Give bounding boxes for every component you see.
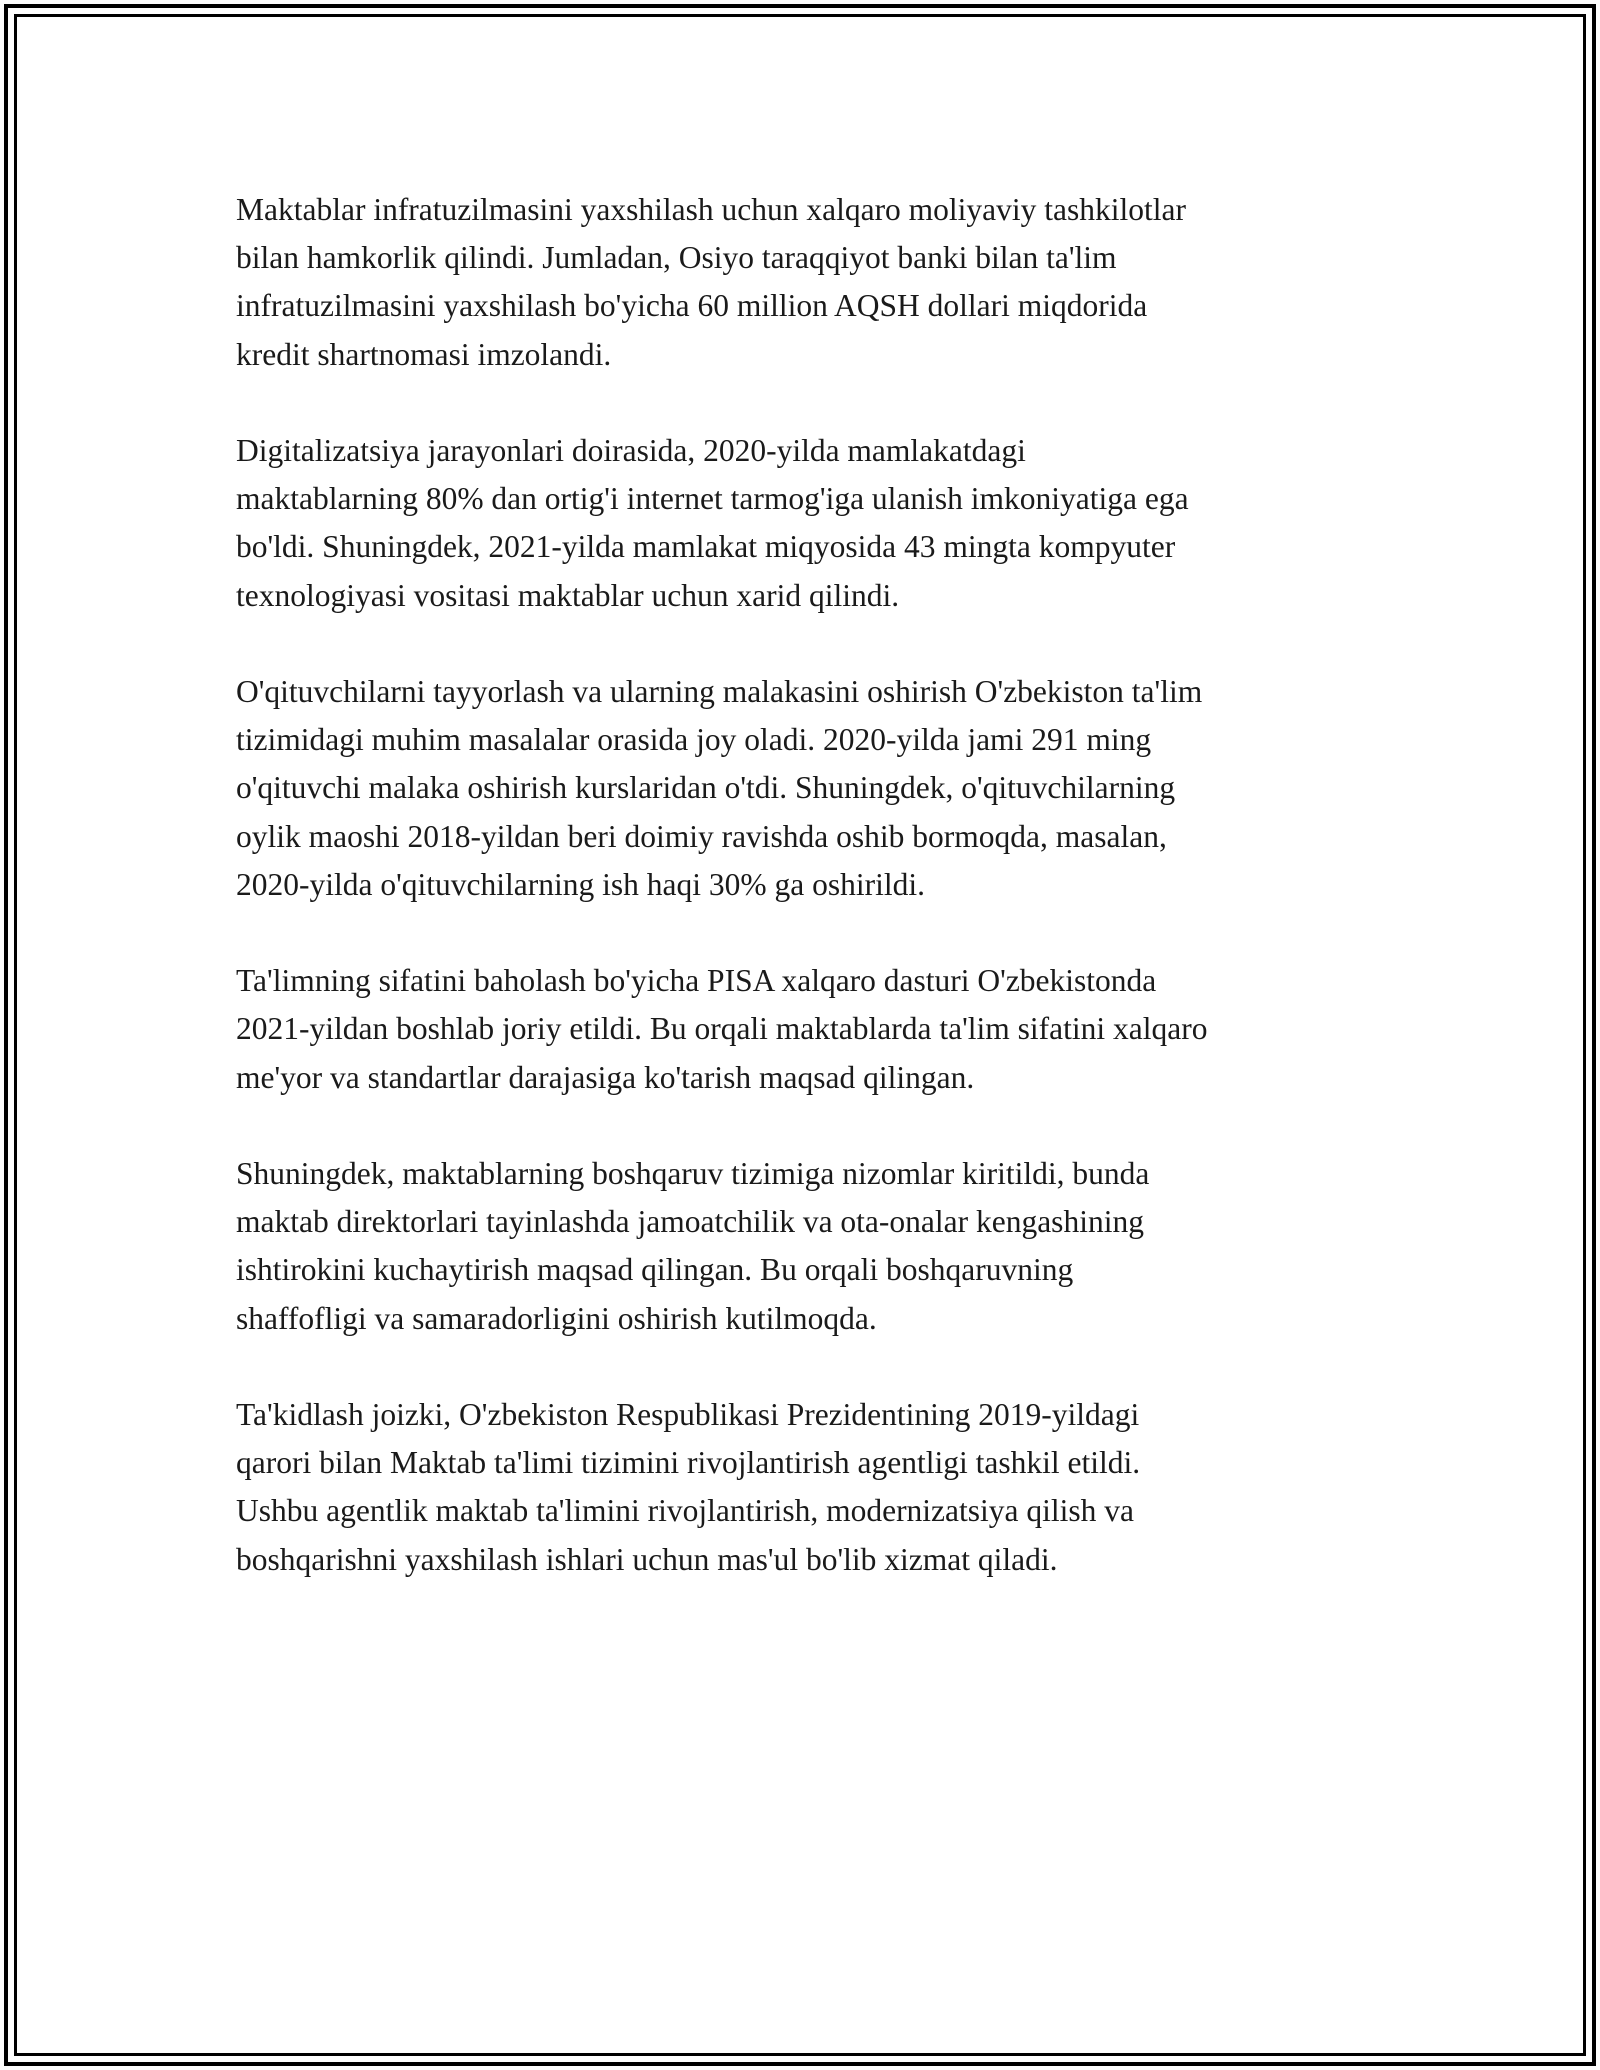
text-line: oylik maoshi 2018-yildan beri doimiy ravishda oshib bormoqda, masalan, bbox=[236, 818, 1167, 854]
text-line: ishtirokini kuchaytirish maqsad qilingan. Bu orqali boshqaruvning bbox=[236, 1252, 1074, 1288]
text-line: infratuzilmasini yaxshilash bo'yicha 60 million AQSH dollari miqdorida bbox=[236, 288, 1148, 324]
text-line: Digitalizatsiya jarayonlari doirasida, 2020-yilda mamlakatdagi bbox=[236, 433, 1026, 468]
text-line: boshqarishni yaxshilash ishlari uchun mas'ul bo'lib xizmat qiladi. bbox=[236, 1541, 1058, 1577]
text-line: Shuningdek, maktablarning boshqaruv tizimiga nizomlar kiritildi, bunda bbox=[236, 1156, 1150, 1191]
paragraph-school-governance bbox=[236, 1150, 1406, 1343]
text-line: bo'ldi. Shuningdek, 2021-yilda mamlakat miqyosida 43 mingta kompyuter bbox=[236, 529, 1176, 565]
paragraph-development-agency bbox=[236, 1391, 1406, 1584]
text-line: Maktablar infratuzilmasini yaxshilash uchun xalqaro moliyaviy tashkilotlar bbox=[236, 192, 1187, 227]
document-body bbox=[236, 186, 1406, 1632]
text-line: tizimidagi muhim masalalar orasida joy oladi. 2020-yilda jami 291 ming bbox=[236, 722, 1152, 758]
text-line: Ushbu agentlik maktab ta'limini rivojlantirish, modernizatsiya qilish va bbox=[236, 1493, 1135, 1529]
text-line: texnologiyasi vositasi maktablar uchun xarid qilindi. bbox=[236, 577, 900, 613]
paragraph-infrastructure-financing bbox=[236, 186, 1406, 379]
text-line: maktablarning 80% dan ortig'i internet tarmog'iga ulanish imkoniyatiga ega bbox=[236, 481, 1189, 517]
text-line: 2020-yilda o'qituvchilarning ish haqi 30% ga oshirildi. bbox=[236, 866, 925, 902]
text-line: maktab direktorlari tayinlashda jamoatchilik va ota-onalar kengashining bbox=[236, 1204, 1144, 1240]
text-line: me'yor va standartlar darajasiga ko'tarish maqsad qilingan. bbox=[236, 1059, 975, 1095]
text-line: kredit shartnomasi imzolandi. bbox=[236, 336, 612, 372]
text-line: shaffofligi va samaradorligini oshirish kutilmoqda. bbox=[236, 1300, 877, 1336]
text-line: O'qituvchilarni tayyorlash va ularning malakasini oshirish O'zbekiston ta'lim bbox=[236, 674, 1203, 709]
text-line: bilan hamkorlik qilindi. Jumladan, Osiyo taraqqiyot banki bilan ta'lim bbox=[236, 240, 1117, 276]
text-line: Ta'kidlash joizki, O'zbekiston Respublikasi Prezidentining 2019-yildagi bbox=[236, 1397, 1140, 1432]
text-line: o'qituvchi malaka oshirish kurslaridan o'tdi. Shuningdek, o'qituvchilarning bbox=[236, 770, 1176, 806]
paragraph-pisa-assessment bbox=[236, 957, 1406, 1102]
text-line: 2021-yildan boshlab joriy etildi. Bu orqali maktablarda ta'lim sifatini xalqaro bbox=[236, 1011, 1208, 1047]
paragraph-digitalization bbox=[236, 427, 1406, 620]
text-line: qarori bilan Maktab ta'limi tizimini rivojlantirish agentligi tashkil etildi. bbox=[236, 1445, 1141, 1481]
text-line: Ta'limning sifatini baholash bo'yicha PISA xalqaro dasturi O'zbekistonda bbox=[236, 963, 1157, 999]
paragraph-teacher-training bbox=[236, 668, 1406, 909]
